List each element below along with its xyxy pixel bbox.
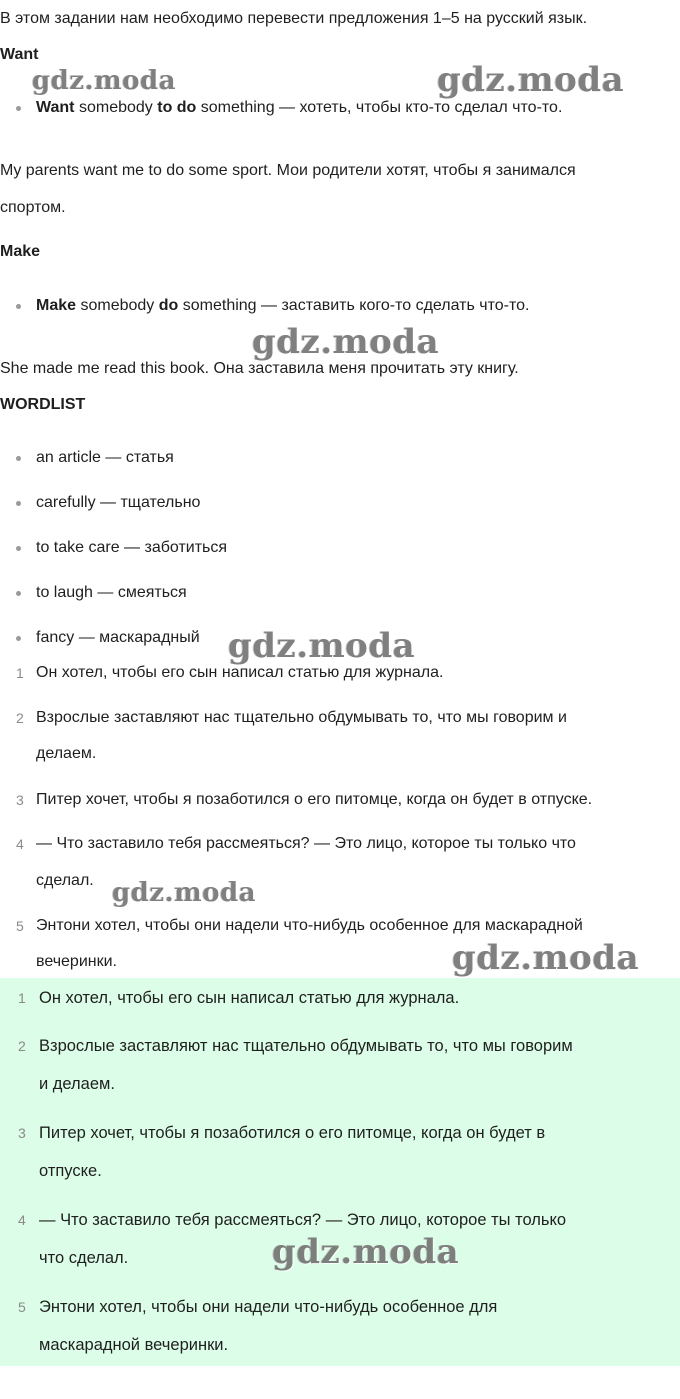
task-text: Питер хочет, чтобы я позаботился о его питомце, когда он будет в отпуске.: [36, 791, 593, 808]
want-rule-verb: Want: [36, 99, 75, 116]
make-rule-verb: Make: [36, 297, 77, 314]
bullet-dot: [16, 636, 21, 641]
answer-number: 5: [18, 1299, 26, 1315]
want-rule-text-2: something — хотеть, чтобы кто-то сделал что-то.: [196, 99, 563, 116]
task-number: 4: [16, 836, 24, 852]
wordlist-item: carefully — тщательно: [36, 494, 201, 511]
make-rule: [36, 295, 529, 317]
wordlist-item: to take care — заботиться: [36, 539, 228, 556]
task-number: 2: [16, 710, 24, 726]
make-rule-bare-infinitive: do: [158, 297, 179, 314]
watermark: gdz.moda: [32, 66, 177, 96]
answer-text-continued: и делаем.: [39, 1075, 115, 1093]
task-number: 5: [16, 918, 24, 934]
answer-text: Энтони хотел, чтобы они надели что-нибудь особенное для: [39, 1298, 498, 1316]
want-heading: Want: [0, 46, 39, 63]
bullet-dot: [16, 501, 21, 506]
answer-text: Он хотел, чтобы его сын написал статью для журнала.: [39, 989, 460, 1007]
wordlist-heading: WORDLIST: [0, 396, 86, 413]
bullet-dot: [16, 106, 21, 111]
make-heading: Make: [0, 243, 41, 260]
watermark: gdz.moda: [228, 626, 416, 666]
want-rule: [36, 97, 562, 119]
watermark: gdz.moda: [437, 60, 625, 100]
wordlist-item: fancy — маскарадный: [36, 629, 200, 646]
task-text: — Что заставило тебя рассмеяться? — Это лицо, которое ты только что: [36, 835, 576, 852]
answer-number: 4: [18, 1212, 26, 1228]
task-text: Взрослые заставляют нас тщательно обдумывать то, что мы говорим и: [36, 709, 567, 726]
answer-text: Питер хочет, чтобы я позаботился о его питомце, когда он будет в: [39, 1124, 546, 1142]
bullet-dot: [16, 304, 21, 309]
answer-text-continued: что сделал.: [39, 1249, 129, 1267]
want-example-line-1: My parents want me to do some sport. Мои родители хотят, чтобы я занимался: [0, 162, 576, 179]
task-number: 3: [16, 792, 24, 808]
watermark: gdz.moda: [272, 1232, 460, 1272]
want-example-line-2: спортом.: [0, 199, 66, 216]
watermark: gdz.moda: [452, 938, 640, 978]
answer-text: — Что заставило тебя рассмеяться? — Это лицо, которое ты только: [39, 1211, 567, 1229]
intro-text: В этом задании нам необходимо перевести предложения 1–5 на русский язык.: [0, 10, 588, 27]
task-text-continued: вечеринки.: [36, 953, 117, 970]
task-text: Энтони хотел, чтобы они надели что-нибудь особенное для маскарадной: [36, 917, 583, 934]
task-text: Он хотел, чтобы его сын написал статью для журнала.: [36, 664, 444, 681]
watermark: gdz.moda: [252, 322, 440, 362]
bullet-dot: [16, 456, 21, 461]
answer-text-continued: отпуске.: [39, 1162, 102, 1180]
answer-text: Взрослые заставляют нас тщательно обдумывать то, что мы говорим: [39, 1037, 573, 1055]
task-text-continued: делаем.: [36, 745, 97, 762]
answer-box: [0, 978, 680, 1366]
answer-number: 1: [18, 990, 26, 1006]
bullet-dot: [16, 591, 21, 596]
make-example: She made me read this book. Она заставила меня прочитать эту книгу.: [0, 360, 519, 377]
answer-number: 2: [18, 1038, 26, 1054]
watermark: gdz.moda: [112, 878, 257, 908]
task-number: 1: [16, 665, 24, 681]
want-rule-text-1: somebody: [74, 99, 158, 116]
wordlist-item: an article — статья: [36, 449, 174, 466]
answer-number: 3: [18, 1125, 26, 1141]
task-text-continued: сделал.: [36, 872, 94, 889]
make-rule-text-1: somebody: [76, 297, 159, 314]
wordlist-item: to laugh — смеяться: [36, 584, 187, 601]
bullet-dot: [16, 546, 21, 551]
answer-text-continued: маскарадной вечеринки.: [39, 1336, 229, 1354]
make-rule-text-2: something — заставить кого-то сделать что-то.: [178, 297, 530, 314]
want-rule-infinitive: to do: [157, 99, 197, 116]
